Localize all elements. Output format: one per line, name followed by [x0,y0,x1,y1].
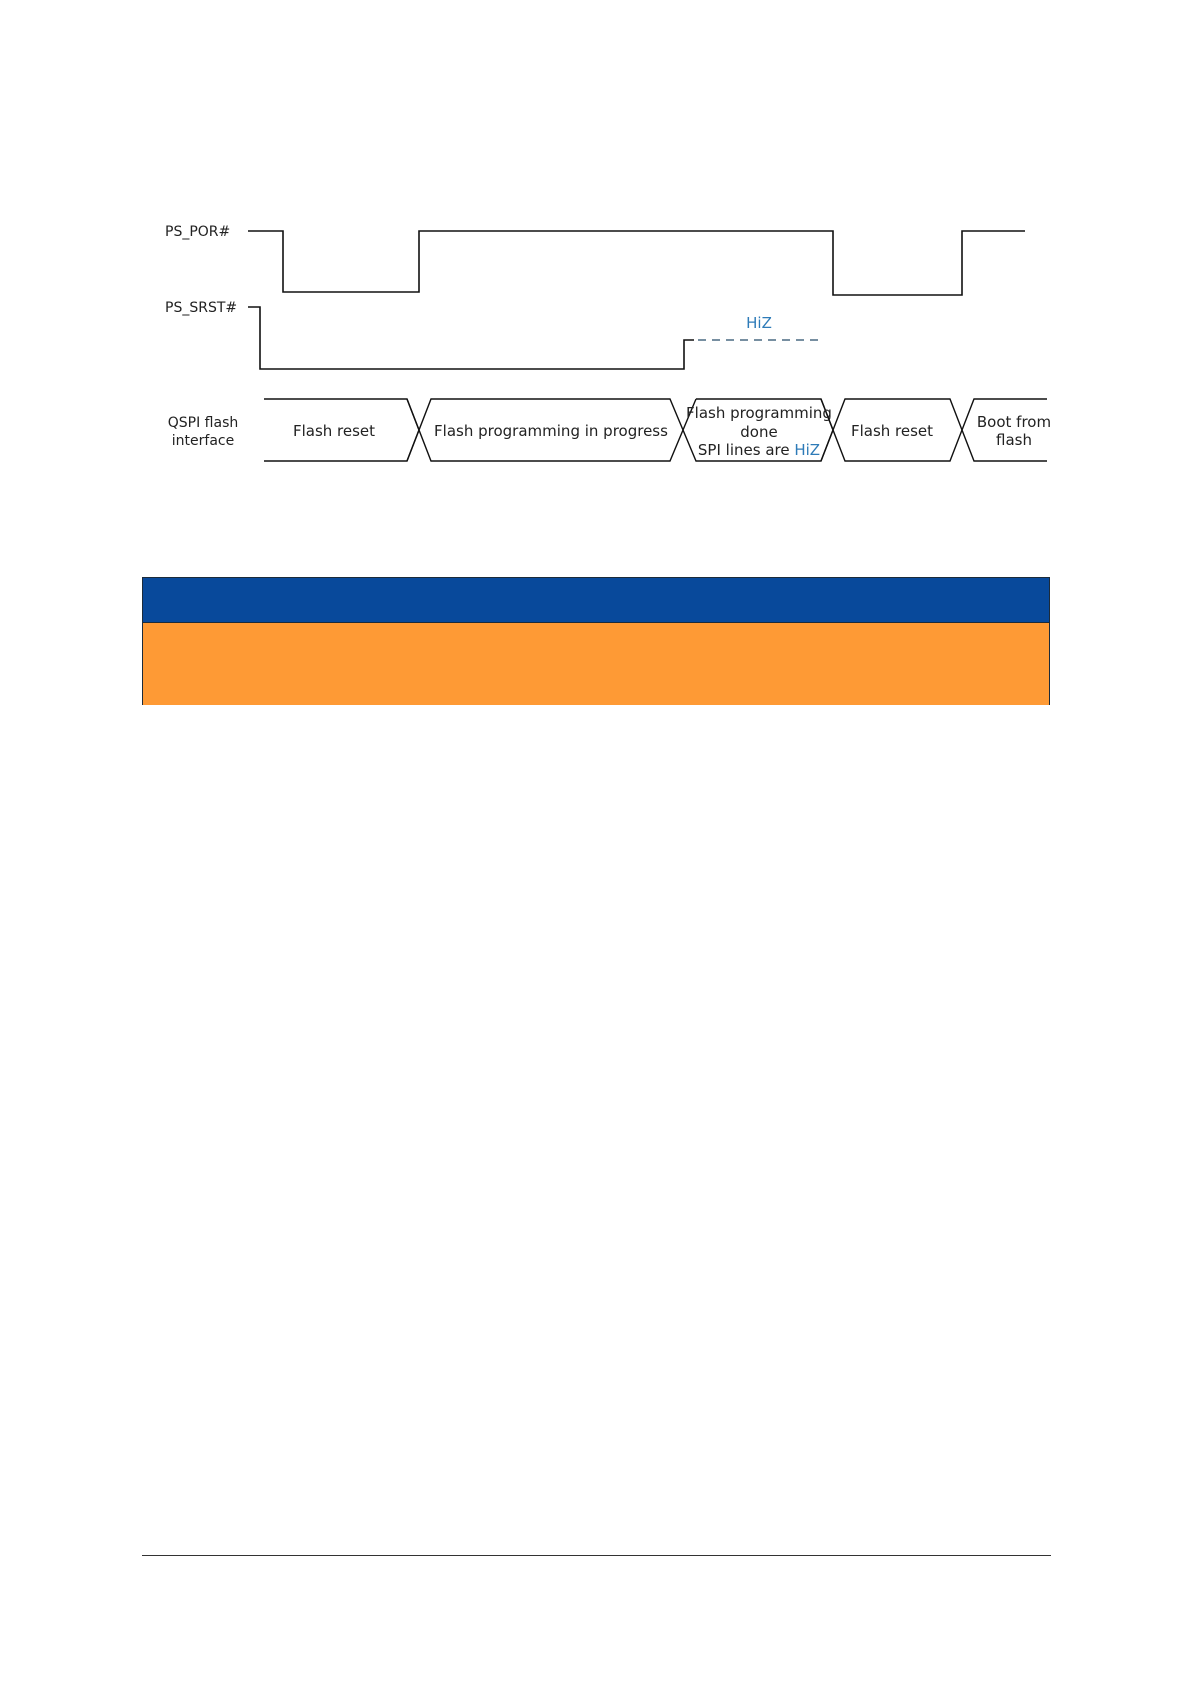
phase-programming-done-line1: Flash programming [686,404,832,422]
timing-diagram [0,0,1191,480]
footer-rule [142,1555,1051,1556]
qspi-label-line1: QSPI flash [167,415,239,431]
phase-programming: Flash programming in progress [434,422,668,440]
note-box [142,577,1050,705]
phase-flash-reset-1: Flash reset [292,422,376,440]
ps-por-label: PS_POR# [165,224,231,240]
ps-por-waveform [248,231,1025,295]
phase-flash-reset-2: Flash reset [850,422,934,440]
phase-boot-line1: Boot from [976,413,1052,431]
ps-srst-label: PS_SRST# [165,300,238,316]
spi-lines-text: SPI lines are [697,441,795,459]
hiz-label: HiZ [746,314,772,332]
qspi-label-line2: interface [171,433,235,449]
phase-boot-line2: flash [996,431,1032,449]
note-body [143,623,1049,705]
note-header [143,578,1049,623]
phase-programming-done-line2: done [740,423,778,441]
ps-srst-waveform [248,307,694,369]
spi-hiz-text: HiZ [794,441,821,459]
phase-programming-done-line3 [698,441,820,459]
